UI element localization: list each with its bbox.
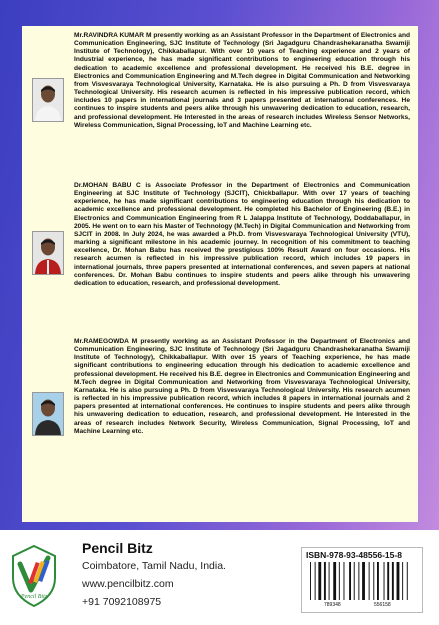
- author-bio-text: Mr.RAVINDRA KUMAR M presently working as an Assistant Professor in the Department of Electronics and Communication Engineering, SJC Institute of Technology (Sri Jagadguru Chandrashekaranatha Swamiji Institute of Technology), Chikkaballapur. With over 10 years of Teaching experience and 2 years of Industrial experience, he has made significant contributions to engineering education through his dedication to academic excellence and professional development. He received his B.E. degree in Electronics and Communication Engineering and M.Tech degree in Digital Communication and Networking from Visvesvaraya Technological University, Karnataka. He is also pursuing a Ph. D from Visvesvaraya Technological University. His research acumen is reflected in his impressive publication record, which includes 10 papers in international journals and 3 papers presented at international conferences. He continues to inspire students and peers alike through his unwavering dedication to education, research, and professional development. He Interested in the areas of research includes Wireless Sensor Networks, Wireless Communication, Signal Processing, IoT and Machine Learning etc.: [74, 32, 410, 129]
- author-photo: [32, 231, 64, 275]
- publisher-phone: +91 7092108975: [82, 596, 162, 608]
- publisher-city: Coimbatore, Tamil Nadu, India.: [82, 560, 226, 572]
- author-photo: [32, 78, 64, 122]
- publisher-website[interactable]: www.pencilbitz.com: [82, 578, 174, 590]
- barcode: [308, 562, 416, 600]
- publisher-name: Pencil Bitz: [82, 540, 153, 556]
- logo-text: Pencil Bitz: [20, 594, 48, 600]
- author-bio-text: Dr.MOHAN BABU C is Associate Professor in the Department of Electronics and Communication Engineering at SJC Institute of Technology (SJCIT), Chickballapur. With over 17 years of teaching experience, he has made significant contributions to engineering education through his dedication to academic excellence and professional development. He completed his Bachelor of Engineering (B.E.) in Electronics and Communication Engineering from R L Jalappa Institute of Technology, Doddaballapur, in 2005. He went on to earn his Master of Technology (M.Tech) in Digital Communication and Networking from SJCIT in 2008. In July 2024, he was awarded a Ph.D. from Visvesvaraya Technological University (VTU), marking a significant milestone in his academic journey. In recognition of his commitment to teaching excellence, Dr. Mohan Babu has received the prestigious 100% Result Award on four occasions. His research acumen is reflected in his impressive publication record, which includes 19 papers in international journals, three papers presented at international conferences, and seven papers at national conferences. Dr. Mohan Babu continues to inspire students and peers alike through his unwavering dedication to education, research, and professional development.: [74, 182, 410, 287]
- author-photo: [32, 392, 64, 436]
- barcode-number-left: 789348: [324, 602, 341, 608]
- publisher-footer: [0, 530, 439, 625]
- author-bio-text: Mr.RAMEGOWDA M presently working as an Assistant Professor in the Department of Electronics and Communication Engineering, SJC Institute of Technology (Sri Jagadguru Chandrashekaranatha Swamiji Institute of Technology), Chikkaballapur. With over 15 years of Teaching experience, he has made significant contributions to engineering education through his dedication to academic excellence and professional development. He received his B.E. degree in Electronics and Communication Engineering and M.Tech degree in Digital Communication and Networking from Visvesvaraya Technological University, Karnataka. He is also pursuing a Ph. D from Visvesvaraya Technological University. His research acumen is reflected in his impressive publication record, which includes 8 papers in international journals and 2 papers presented at international conferences. He continues to inspire students and peers alike through his unwavering dedication to education, research, and professional development. He Interested in the areas of research includes Network Security, Wireless Communication, Signal Processing, IoT and Machine Learning etc.: [74, 338, 410, 435]
- isbn-barcode-box: [301, 547, 423, 613]
- isbn-label: ISBN-978-93-48556-15-8: [306, 550, 402, 560]
- pencil-bitz-logo: [10, 544, 58, 608]
- back-cover-panel: [22, 26, 418, 522]
- barcode-number-right: 556158: [374, 602, 391, 608]
